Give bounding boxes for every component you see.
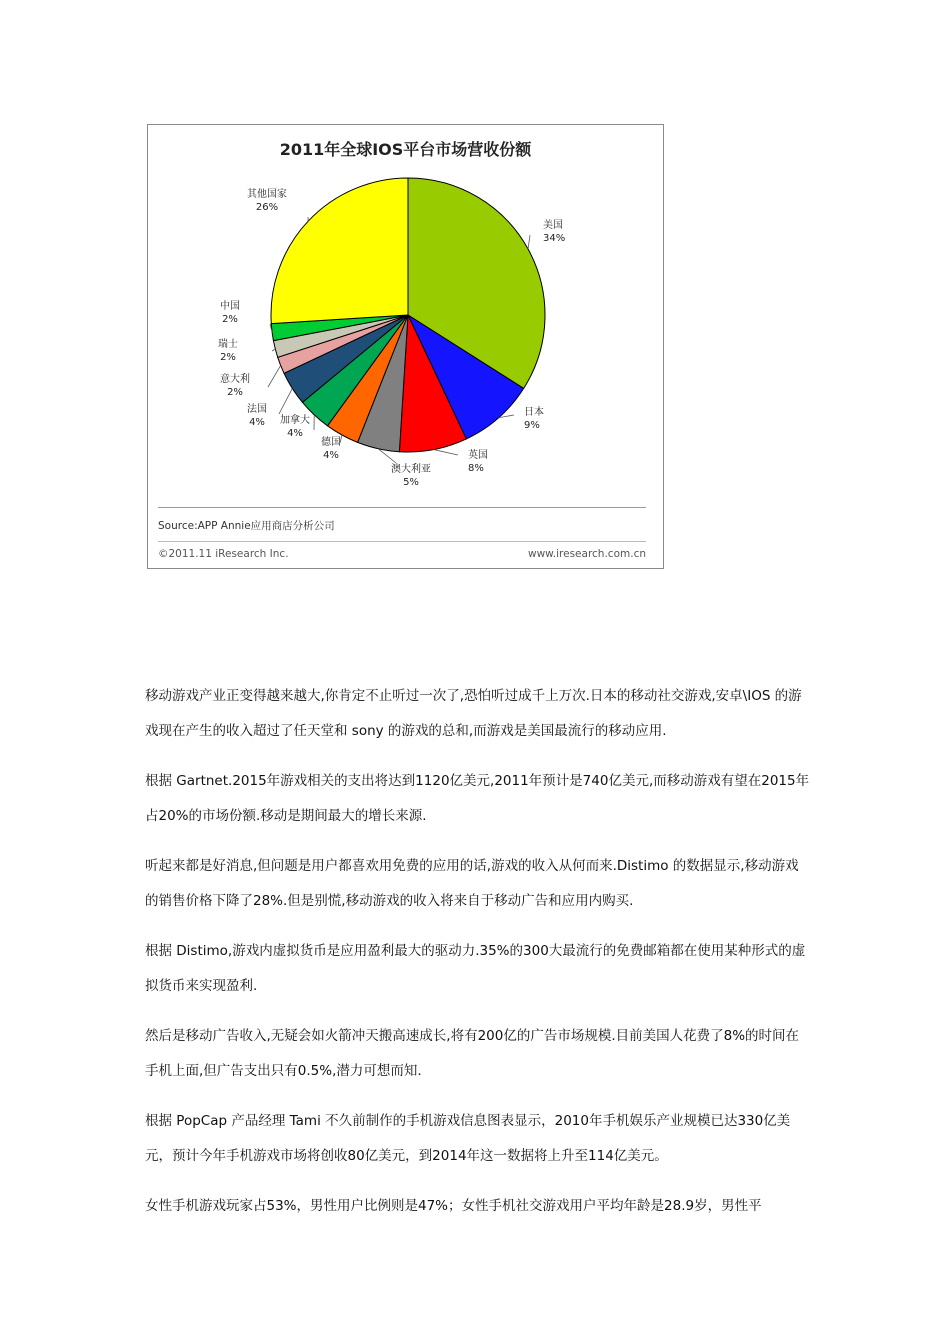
- slice-value-label: 2%: [222, 314, 238, 325]
- pie-chart-figure: [147, 124, 664, 569]
- pie-slice-11: [271, 178, 408, 324]
- chart-copyright: ©2011.11 iResearch Inc.: [158, 548, 289, 560]
- slice-value-label: 4%: [287, 428, 303, 439]
- slice-value-label: 2%: [227, 387, 243, 398]
- pie-chart: [148, 125, 665, 570]
- leader-line: [279, 388, 292, 414]
- slice-label: 意大利: [220, 374, 250, 385]
- chart-site-url: www.iresearch.com.cn: [527, 548, 646, 560]
- slice-value-label: 34%: [543, 233, 566, 244]
- divider: [158, 507, 646, 508]
- paragraph: 听起来都是好消息,但问题是用户都喜欢用免费的应用的话,游戏的收入从何而来.Distimo 的数据显示,移动游戏的销售价格下降了28%.但是别慌,移动游戏的收入将来自于移动广告和应用内购买.: [145, 858, 799, 909]
- slice-label: 日本: [524, 407, 544, 418]
- slice-label: 瑞士: [218, 339, 238, 350]
- slice-label: 美国: [543, 220, 563, 231]
- chart-source: Source:APP Annie应用商店分析公司: [158, 520, 335, 532]
- slice-label: 澳大利亚: [391, 464, 431, 475]
- paragraph: 根据 Gartnet.2015年游戏相关的支出将达到1120亿美元,2011年预计是740亿美元,而移动游戏有望在2015年占20%的市场份额.移动是期间最大的增长来源.: [145, 773, 810, 824]
- slice-value-label: 4%: [323, 450, 339, 461]
- leader-line: [434, 450, 458, 455]
- slice-value-label: 9%: [524, 420, 540, 431]
- paragraph: 根据 Distimo,游戏内虚拟货币是应用盈利最大的驱动力.35%的300大最流行的免费邮箱都在使用某种形式的虚拟货币来实现盈利.: [145, 943, 806, 994]
- paragraph: 然后是移动广告收入,无疑会如火箭冲天搬高速成长,将有200亿的广告市场规模.目前美国人花费了8%的时间在手机上面,但广告支出只有0.5%,潜力可想而知.: [145, 1028, 800, 1079]
- article-body: [145, 679, 810, 1239]
- slice-label: 中国: [220, 301, 240, 312]
- paragraph: 女性手机游戏玩家占53%，男性用户比例则是47%；女性手机社交游戏用户平均年龄是28.9岁，男性平: [145, 1198, 762, 1214]
- paragraph: 移动游戏产业正变得越来越大,你肯定不止听过一次了,恐怕听过成千上万次.日本的移动社交游戏,安卓\IOS 的游戏现在产生的收入超过了任天堂和 sony 的游戏的总和,而游戏是美国最流行的移动应用.: [145, 688, 802, 739]
- slice-label: 其他国家: [247, 189, 287, 200]
- slice-label: 加拿大: [280, 415, 310, 426]
- slice-label: 德国: [321, 437, 341, 448]
- leader-line: [272, 349, 275, 351]
- leader-line: [528, 235, 530, 249]
- slice-label: 英国: [468, 450, 488, 461]
- slice-value-label: 5%: [403, 477, 419, 488]
- slice-value-label: 26%: [255, 202, 279, 213]
- slice-value-label: 8%: [468, 463, 484, 474]
- slice-label: 法国: [247, 404, 267, 415]
- paragraph: 根据 PopCap 产品经理 Tami 不久前制作的手机游戏信息图表显示，2010年手机娱乐产业规模已达330亿美元，预计今年手机游戏市场将创收80亿美元，到2014年这一数据将上升至114亿美元。: [145, 1113, 791, 1164]
- divider: [158, 541, 646, 542]
- chart-title: 2011年全球IOS平台市场营收份额: [279, 140, 532, 159]
- slice-value-label: 2%: [220, 352, 236, 363]
- slice-value-label: 4%: [249, 417, 265, 428]
- leader-line: [268, 365, 281, 387]
